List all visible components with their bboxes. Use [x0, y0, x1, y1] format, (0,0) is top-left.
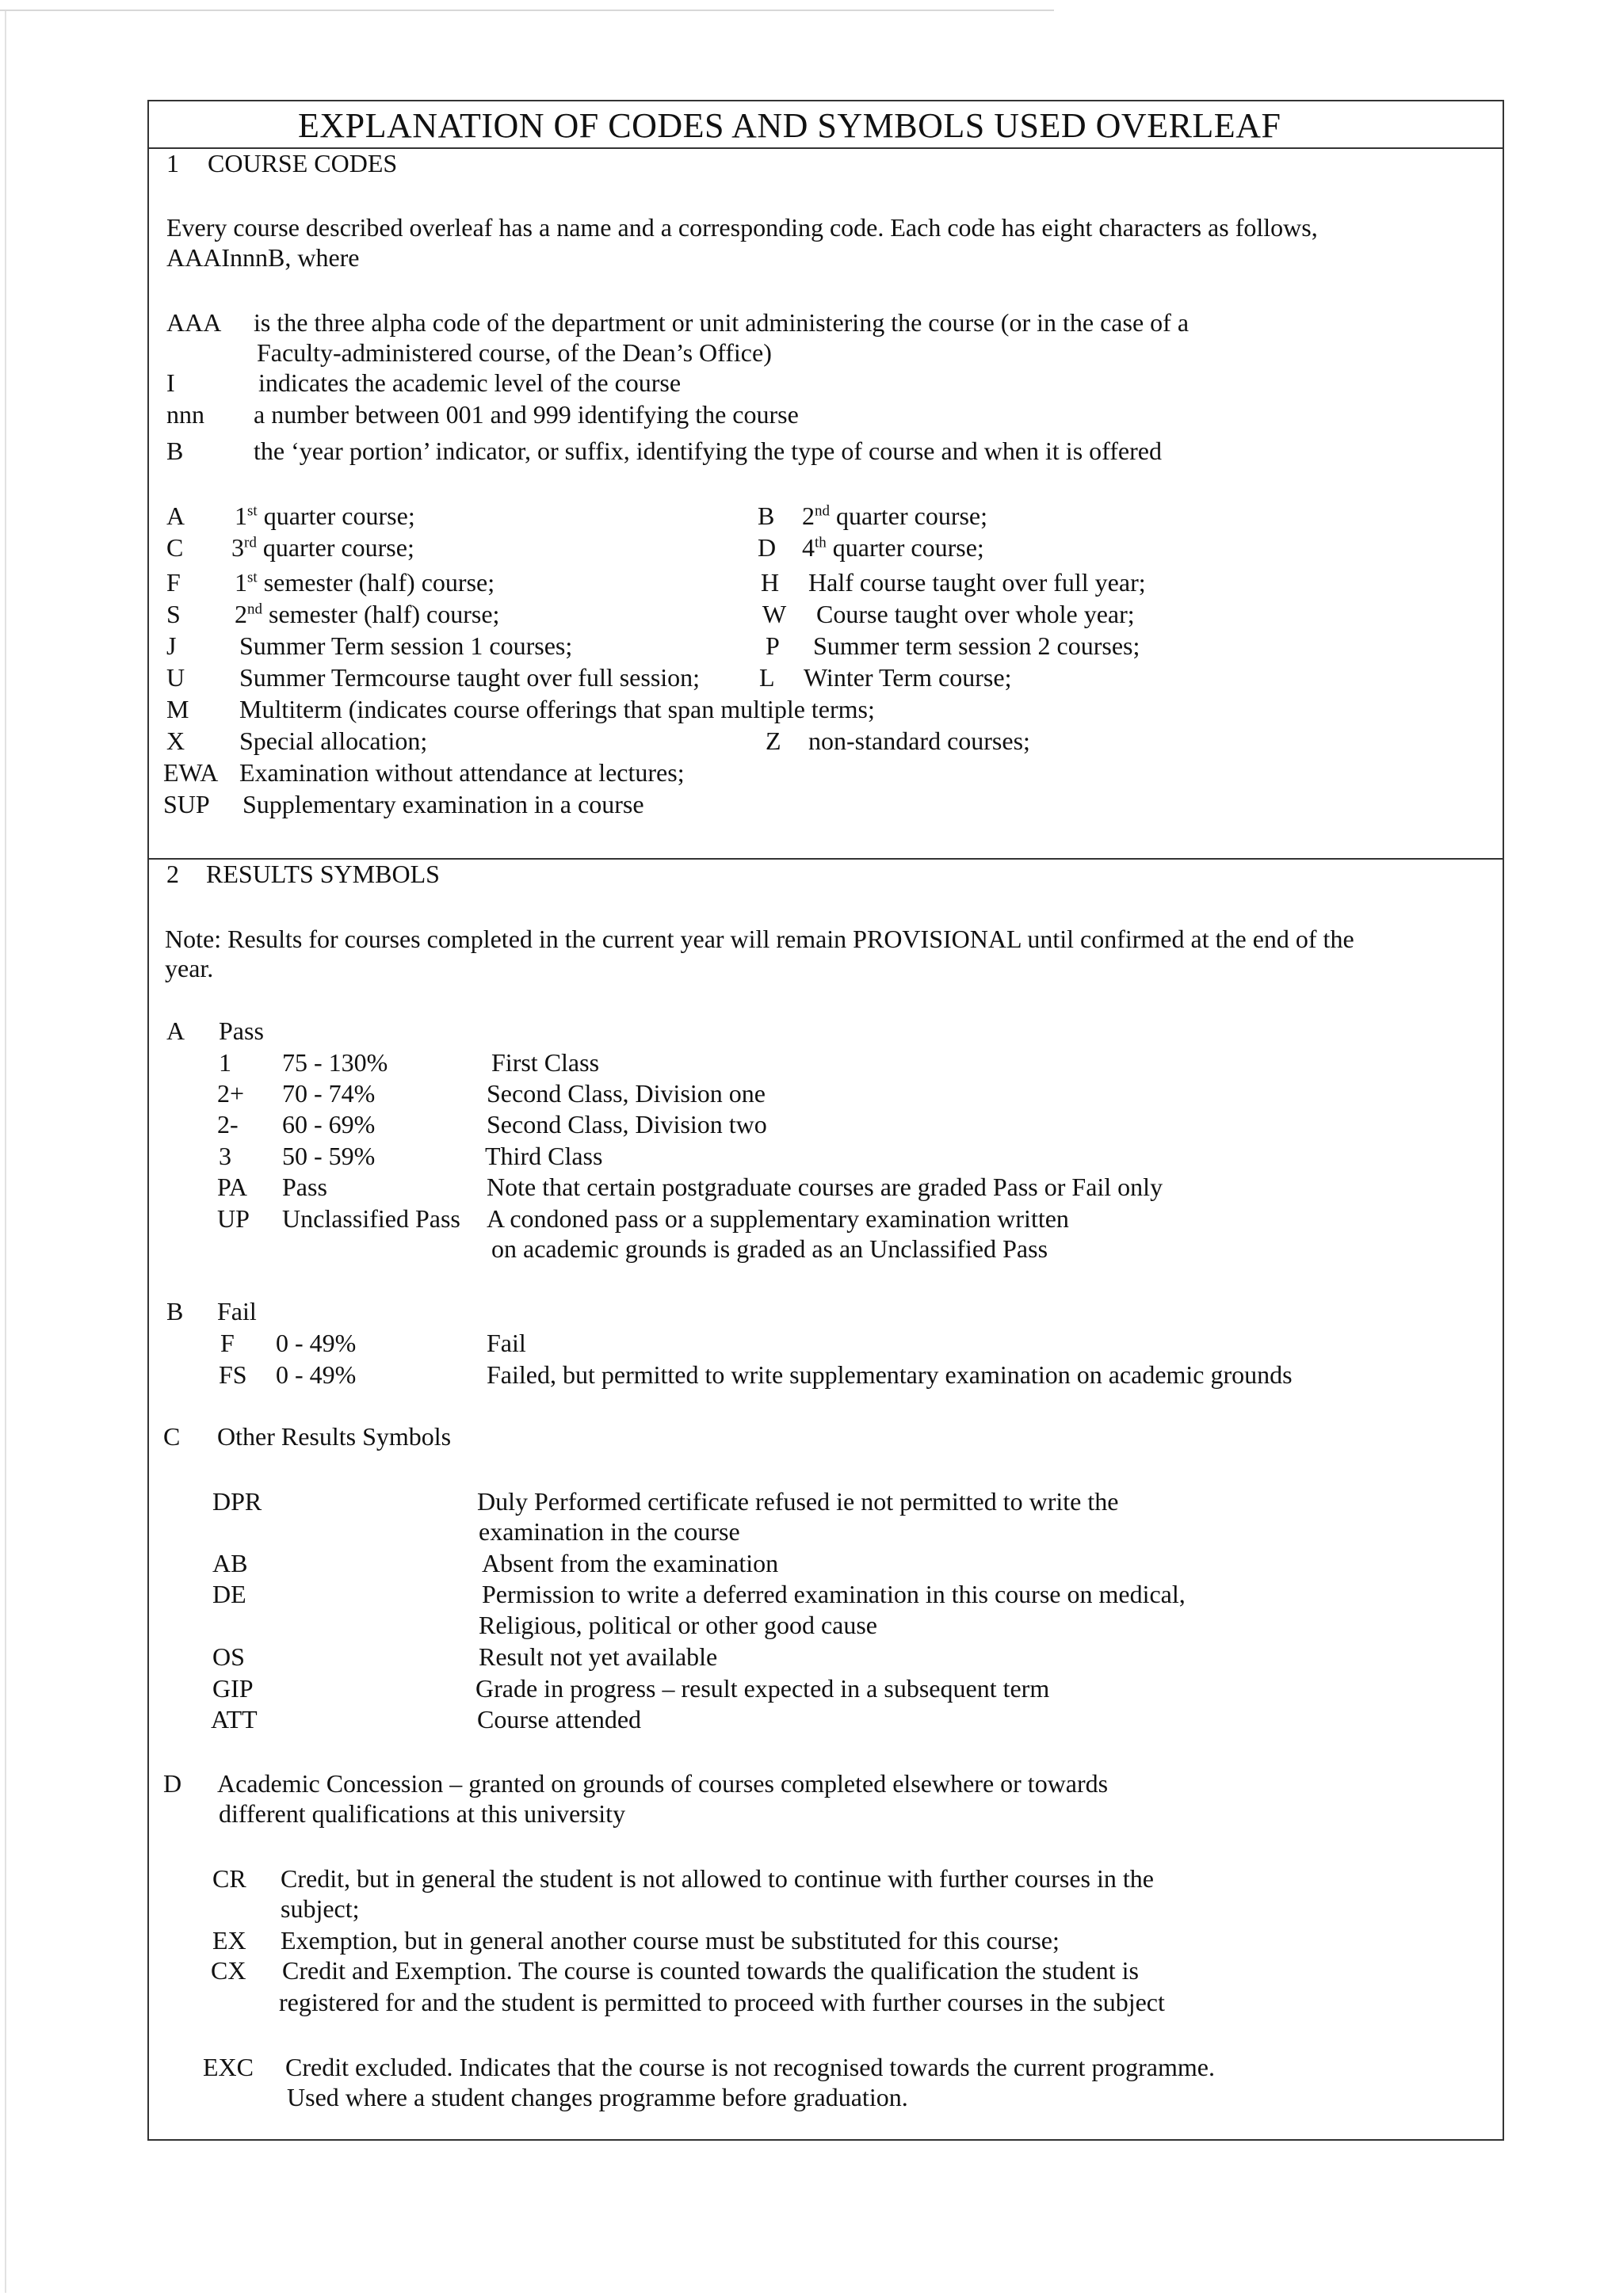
- code-part-aaa: AAA: [166, 308, 222, 337]
- result-symbol: DPR: [212, 1487, 262, 1516]
- concession-symbol: CX: [211, 1956, 246, 1985]
- result-desc: Duly Performed certificate refused ie not permitted to write the: [477, 1487, 1119, 1516]
- section2-note-line1: Note: Results for courses completed in the current year will remain PROVISIONAL until confirmed at the end of the: [165, 925, 1354, 953]
- result-symbol: DE: [212, 1580, 246, 1608]
- other-letter: C: [163, 1422, 181, 1451]
- pass-heading: Pass: [219, 1016, 264, 1045]
- suffix-code-2: D: [758, 533, 777, 562]
- suffix-code-2: L: [759, 663, 775, 692]
- code-part-b: B: [166, 437, 184, 465]
- grade-range: 0 - 49%: [276, 1329, 357, 1357]
- suffix-code: U: [166, 663, 185, 692]
- suffix-desc: Summer Termcourse taught over full session;: [239, 663, 701, 692]
- concession-desc: Credit, but in general the student is not allowed to continue with further courses in the: [281, 1864, 1154, 1893]
- section2-heading: RESULTS SYMBOLS: [206, 860, 440, 888]
- fail-letter: B: [166, 1297, 184, 1325]
- other-heading: Other Results Symbols: [217, 1422, 452, 1451]
- code-part-aaa-desc2: Faculty-administered course, of the Dean’s Office): [257, 338, 772, 367]
- suffix-desc: 1st semester (half) course;: [235, 568, 495, 597]
- result-symbol: GIP: [212, 1674, 254, 1703]
- result-desc: Result not yet available: [479, 1642, 718, 1671]
- grade-desc: Note that certain postgraduate courses are graded Pass or Fail only: [487, 1173, 1163, 1201]
- suffix-desc: 3rd quarter course;: [231, 533, 414, 562]
- result-desc: Absent from the examination: [482, 1549, 779, 1577]
- concession-desc: Credit excluded. Indicates that the course is not recognised towards the current programme.: [285, 2053, 1215, 2081]
- grade-symbol: FS: [219, 1360, 247, 1389]
- concession-desc-line2: Used where a student changes programme before graduation.: [287, 2083, 908, 2111]
- concession-symbol: EX: [212, 1926, 246, 1955]
- suffix-desc-2: Winter Term course;: [804, 663, 1012, 692]
- suffix-code: A: [166, 502, 185, 530]
- grade-symbol: F: [220, 1329, 235, 1357]
- section1-heading: COURSE CODES: [208, 149, 398, 177]
- concession-desc: Credit and Exemption. The course is counted towards the qualification the student is: [282, 1956, 1139, 1985]
- suffix-desc: Summer Term session 1 courses;: [239, 631, 573, 660]
- result-desc: Grade in progress – result expected in a subsequent term: [475, 1674, 1050, 1703]
- concession-heading-line1: Academic Concession – granted on grounds of courses completed elsewhere or towards: [217, 1769, 1109, 1798]
- suffix-code: S: [166, 600, 181, 628]
- grade-range: 70 - 74%: [282, 1079, 376, 1108]
- section2-note-line2: year.: [165, 954, 214, 982]
- code-part-i-desc: indicates the academic level of the course: [258, 368, 682, 397]
- suffix-desc-2: Half course taught over full year;: [808, 568, 1146, 597]
- concession-desc: Exemption, but in general another course must be substituted for this course;: [281, 1926, 1060, 1955]
- grade-symbol: UP: [217, 1204, 250, 1233]
- grade-desc: Failed, but permitted to write supplementary examination on academic grounds: [487, 1360, 1293, 1389]
- code-part-nnn: nnn: [166, 400, 204, 429]
- code-part-b-desc: the ‘year portion’ indicator, or suffix, identifying the type of course and when it is offered: [254, 437, 1162, 465]
- grade-desc: Fail: [487, 1329, 526, 1357]
- grade-symbol: 1: [219, 1048, 231, 1077]
- suffix-desc: Multiterm (indicates course offerings that span multiple terms;: [239, 695, 875, 723]
- grade-desc: Second Class, Division one: [487, 1079, 766, 1108]
- suffix-code: C: [166, 533, 184, 562]
- code-part-i: I: [166, 368, 175, 397]
- grade-desc: Second Class, Division two: [487, 1110, 767, 1138]
- suffix-desc-2: 2nd quarter course;: [802, 502, 988, 530]
- suffix-desc: 1st quarter course;: [235, 502, 415, 530]
- concession-symbol: EXC: [203, 2053, 254, 2081]
- result-desc: Course attended: [477, 1705, 642, 1733]
- grade-range: Unclassified Pass: [282, 1204, 460, 1233]
- grade-desc: A condoned pass or a supplementary examination written: [487, 1204, 1069, 1233]
- result-desc-line2: examination in the course: [479, 1517, 740, 1546]
- suffix-code-2: B: [758, 502, 775, 530]
- suffix-desc-2: Summer term session 2 courses;: [813, 631, 1140, 660]
- grade-range: 75 - 130%: [282, 1048, 388, 1077]
- grade-desc: Third Class: [485, 1142, 603, 1170]
- concession-desc-line2: registered for and the student is permitted to proceed with further courses in the subject: [279, 1988, 1165, 2016]
- result-desc: Permission to write a deferred examination in this course on medical,: [482, 1580, 1186, 1608]
- grade-symbol: 2-: [217, 1110, 239, 1138]
- grade-range: 0 - 49%: [276, 1360, 357, 1389]
- concession-heading-line2: different qualifications at this university: [219, 1799, 626, 1828]
- grade-desc: First Class: [491, 1048, 600, 1077]
- suffix-desc-2: non-standard courses;: [808, 727, 1030, 755]
- section1-intro-line1: Every course described overleaf has a name and a corresponding code. Each code has eight characters as follows,: [166, 213, 1318, 242]
- concession-letter: D: [163, 1769, 182, 1798]
- scan-edge-top: [0, 10, 1054, 11]
- grade-symbol: 2+: [217, 1079, 245, 1108]
- code-part-nnn-desc: a number between 001 and 999 identifying the course: [254, 400, 799, 429]
- page-title: EXPLANATION OF CODES AND SYMBOLS USED OVERLEAF: [298, 106, 1281, 145]
- suffix-code-2: Z: [766, 727, 781, 755]
- suffix-code-2: H: [761, 568, 780, 597]
- suffix-code-2: P: [766, 631, 780, 660]
- result-desc-line2: Religious, political or other good cause: [479, 1611, 877, 1639]
- suffix-desc-2: 4th quarter course;: [802, 533, 984, 562]
- suffix-code: EWA: [163, 758, 219, 787]
- grade-symbol: PA: [217, 1173, 247, 1201]
- code-part-aaa-desc1: is the three alpha code of the department or unit administering the course (or in the case of a: [254, 308, 1190, 337]
- section2-number: 2: [166, 860, 179, 888]
- grade-range: Pass: [282, 1173, 327, 1201]
- pass-letter: A: [166, 1016, 185, 1045]
- concession-symbol: CR: [212, 1864, 246, 1893]
- suffix-code: F: [166, 568, 181, 597]
- result-symbol: AB: [212, 1549, 248, 1577]
- grade-range: 60 - 69%: [282, 1110, 376, 1138]
- section1-number: 1: [166, 149, 179, 177]
- suffix-desc: Examination without attendance at lectures;: [239, 758, 685, 787]
- suffix-code: M: [166, 695, 189, 723]
- suffix-code: X: [166, 727, 185, 755]
- grade-symbol: 3: [219, 1142, 231, 1170]
- suffix-desc-2: Course taught over whole year;: [816, 600, 1135, 628]
- result-symbol: OS: [212, 1642, 245, 1671]
- section1-intro-line2: AAAInnnB, where: [166, 243, 360, 272]
- grade-desc-line2: on academic grounds is graded as an Unclassified Pass: [491, 1234, 1048, 1263]
- grade-range: 50 - 59%: [282, 1142, 376, 1170]
- suffix-code: SUP: [163, 790, 210, 818]
- suffix-desc: Special allocation;: [239, 727, 428, 755]
- suffix-desc: Supplementary examination in a course: [242, 790, 644, 818]
- suffix-code-2: W: [762, 600, 787, 628]
- fail-heading: Fail: [217, 1297, 257, 1325]
- suffix-desc: 2nd semester (half) course;: [235, 600, 500, 628]
- result-symbol: ATT: [211, 1705, 258, 1733]
- suffix-code: J: [166, 631, 177, 660]
- concession-desc-line2: subject;: [281, 1894, 360, 1923]
- scan-edge-left: [5, 11, 6, 2293]
